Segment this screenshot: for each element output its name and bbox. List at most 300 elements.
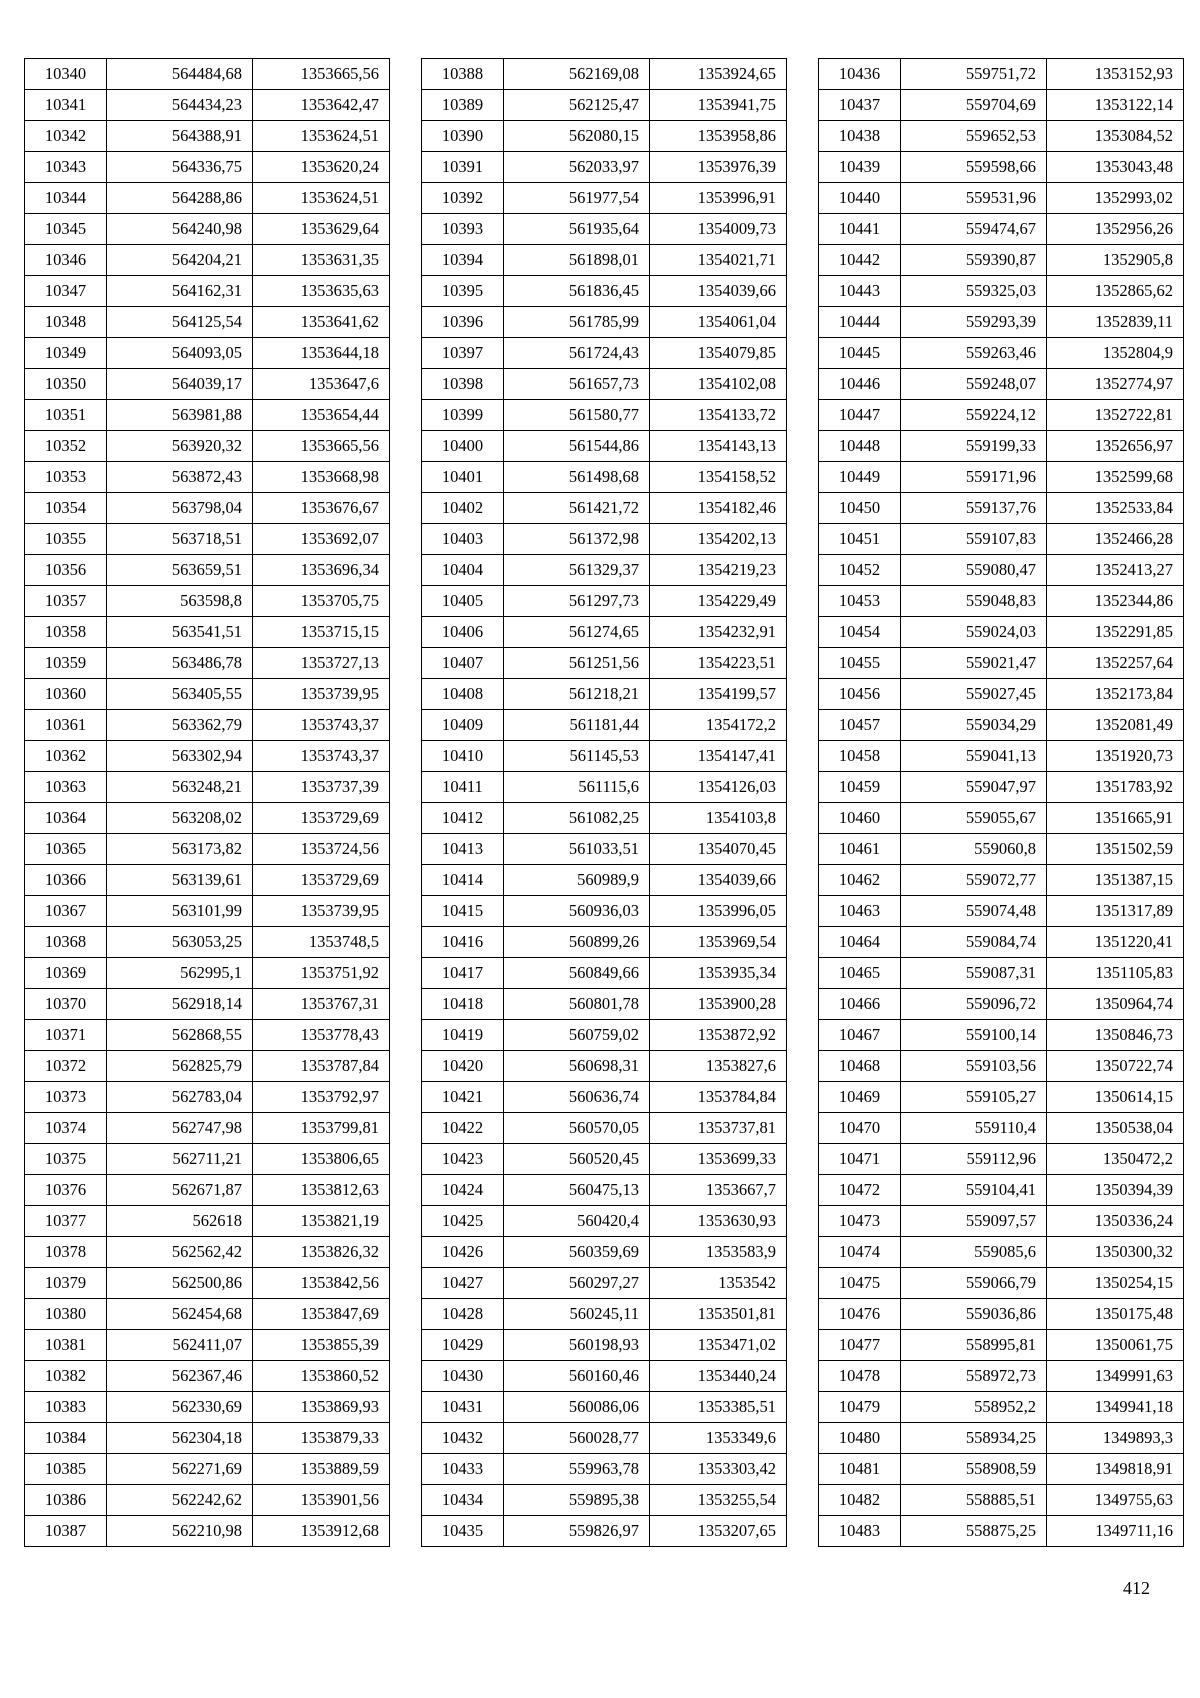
x-coordinate-cell: 560636,74	[504, 1082, 650, 1113]
y-coordinate-cell: 1353860,52	[253, 1361, 390, 1392]
table-row	[819, 958, 1184, 989]
x-coordinate-cell: 563920,32	[107, 431, 253, 462]
y-coordinate-cell: 1353667,7	[650, 1175, 787, 1206]
point-number-cell: 10380	[25, 1299, 107, 1330]
table-row	[819, 121, 1184, 152]
table-row	[25, 1485, 390, 1516]
x-coordinate-cell: 559055,67	[901, 803, 1047, 834]
table-row	[25, 865, 390, 896]
y-coordinate-cell: 1353699,33	[650, 1144, 787, 1175]
x-coordinate-cell: 561580,77	[504, 400, 650, 431]
y-coordinate-cell: 1350472,2	[1047, 1144, 1184, 1175]
table-row	[819, 1206, 1184, 1237]
y-coordinate-cell: 1354223,51	[650, 648, 787, 679]
point-number-cell: 10407	[422, 648, 504, 679]
point-number-cell: 10383	[25, 1392, 107, 1423]
y-coordinate-cell: 1349991,63	[1047, 1361, 1184, 1392]
point-number-cell: 10422	[422, 1113, 504, 1144]
table-row	[819, 1144, 1184, 1175]
point-number-cell: 10355	[25, 524, 107, 555]
point-number-cell: 10372	[25, 1051, 107, 1082]
point-number-cell: 10375	[25, 1144, 107, 1175]
x-coordinate-cell: 561115,6	[504, 772, 650, 803]
point-number-cell: 10346	[25, 245, 107, 276]
x-coordinate-cell: 560849,66	[504, 958, 650, 989]
y-coordinate-cell: 1350300,32	[1047, 1237, 1184, 1268]
point-number-cell: 10362	[25, 741, 107, 772]
table-row	[25, 493, 390, 524]
point-number-cell: 10391	[422, 152, 504, 183]
y-coordinate-cell: 1353806,65	[253, 1144, 390, 1175]
x-coordinate-cell: 559531,96	[901, 183, 1047, 214]
point-number-cell: 10445	[819, 338, 901, 369]
table-row	[422, 586, 787, 617]
table-row	[819, 462, 1184, 493]
table-row	[819, 400, 1184, 431]
point-number-cell: 10458	[819, 741, 901, 772]
point-number-cell: 10442	[819, 245, 901, 276]
x-coordinate-cell: 559293,39	[901, 307, 1047, 338]
table-row	[422, 1516, 787, 1547]
point-number-cell: 10427	[422, 1268, 504, 1299]
table-row	[422, 1423, 787, 1454]
table-row	[422, 431, 787, 462]
x-coordinate-cell: 560160,46	[504, 1361, 650, 1392]
x-coordinate-cell: 561372,98	[504, 524, 650, 555]
x-coordinate-cell: 559963,78	[504, 1454, 650, 1485]
x-coordinate-cell: 561274,65	[504, 617, 650, 648]
y-coordinate-cell: 1353739,95	[253, 896, 390, 927]
x-coordinate-cell: 561297,73	[504, 586, 650, 617]
table-row	[819, 865, 1184, 896]
point-number-cell: 10404	[422, 555, 504, 586]
table-row	[422, 1113, 787, 1144]
y-coordinate-cell: 1353799,81	[253, 1113, 390, 1144]
point-number-cell: 10357	[25, 586, 107, 617]
table-row	[25, 462, 390, 493]
y-coordinate-cell: 1351920,73	[1047, 741, 1184, 772]
x-coordinate-cell: 558934,25	[901, 1423, 1047, 1454]
y-coordinate-cell: 1354021,71	[650, 245, 787, 276]
y-coordinate-cell: 1354182,46	[650, 493, 787, 524]
point-number-cell: 10474	[819, 1237, 901, 1268]
table-row	[25, 1330, 390, 1361]
point-number-cell: 10473	[819, 1206, 901, 1237]
table-row	[25, 59, 390, 90]
x-coordinate-cell: 560570,05	[504, 1113, 650, 1144]
point-number-cell: 10459	[819, 772, 901, 803]
table-row	[25, 648, 390, 679]
x-coordinate-cell: 559895,38	[504, 1485, 650, 1516]
point-number-cell: 10481	[819, 1454, 901, 1485]
y-coordinate-cell: 1354079,85	[650, 338, 787, 369]
y-coordinate-cell: 1349941,18	[1047, 1392, 1184, 1423]
table-row	[25, 183, 390, 214]
point-number-cell: 10411	[422, 772, 504, 803]
point-number-cell: 10463	[819, 896, 901, 927]
y-coordinate-cell: 1353705,75	[253, 586, 390, 617]
table-row	[25, 121, 390, 152]
y-coordinate-cell: 1353349,6	[650, 1423, 787, 1454]
y-coordinate-cell: 1353696,34	[253, 555, 390, 586]
y-coordinate-cell: 1351502,59	[1047, 834, 1184, 865]
x-coordinate-cell: 563053,25	[107, 927, 253, 958]
x-coordinate-cell: 559072,77	[901, 865, 1047, 896]
table-row	[819, 276, 1184, 307]
point-number-cell: 10368	[25, 927, 107, 958]
table-row	[819, 1361, 1184, 1392]
coordinate-table-3	[818, 58, 1184, 1547]
y-coordinate-cell: 1351317,89	[1047, 896, 1184, 927]
point-number-cell: 10421	[422, 1082, 504, 1113]
x-coordinate-cell: 560475,13	[504, 1175, 650, 1206]
y-coordinate-cell: 1352257,64	[1047, 648, 1184, 679]
x-coordinate-cell: 559021,47	[901, 648, 1047, 679]
point-number-cell: 10434	[422, 1485, 504, 1516]
table-row	[25, 710, 390, 741]
x-coordinate-cell: 561145,53	[504, 741, 650, 772]
table-row	[819, 245, 1184, 276]
x-coordinate-cell: 561898,01	[504, 245, 650, 276]
y-coordinate-cell: 1353724,56	[253, 834, 390, 865]
table-row	[819, 1082, 1184, 1113]
x-coordinate-cell: 559080,47	[901, 555, 1047, 586]
point-number-cell: 10468	[819, 1051, 901, 1082]
y-coordinate-cell: 1350175,48	[1047, 1299, 1184, 1330]
point-number-cell: 10386	[25, 1485, 107, 1516]
table-row	[819, 1392, 1184, 1423]
x-coordinate-cell: 563405,55	[107, 679, 253, 710]
y-coordinate-cell: 1353976,39	[650, 152, 787, 183]
table-row	[422, 1144, 787, 1175]
table-row	[25, 1299, 390, 1330]
table-row	[25, 1206, 390, 1237]
y-coordinate-cell: 1349818,91	[1047, 1454, 1184, 1485]
point-number-cell: 10341	[25, 90, 107, 121]
x-coordinate-cell: 562330,69	[107, 1392, 253, 1423]
y-coordinate-cell: 1353641,62	[253, 307, 390, 338]
y-coordinate-cell: 1354039,66	[650, 865, 787, 896]
point-number-cell: 10461	[819, 834, 901, 865]
point-number-cell: 10432	[422, 1423, 504, 1454]
table-row	[819, 896, 1184, 927]
x-coordinate-cell: 559060,8	[901, 834, 1047, 865]
point-number-cell: 10370	[25, 989, 107, 1020]
point-number-cell: 10377	[25, 1206, 107, 1237]
x-coordinate-cell: 564039,17	[107, 369, 253, 400]
table-row	[25, 803, 390, 834]
x-coordinate-cell: 558995,81	[901, 1330, 1047, 1361]
x-coordinate-cell: 558952,2	[901, 1392, 1047, 1423]
y-coordinate-cell: 1353303,42	[650, 1454, 787, 1485]
point-number-cell: 10358	[25, 617, 107, 648]
y-coordinate-cell: 1353889,59	[253, 1454, 390, 1485]
y-coordinate-cell: 1352774,97	[1047, 369, 1184, 400]
point-number-cell: 10457	[819, 710, 901, 741]
table-row	[819, 1330, 1184, 1361]
x-coordinate-cell: 561785,99	[504, 307, 650, 338]
y-coordinate-cell: 1353872,92	[650, 1020, 787, 1051]
point-number-cell: 10480	[819, 1423, 901, 1454]
table-row	[422, 741, 787, 772]
x-coordinate-cell: 559474,67	[901, 214, 1047, 245]
table-row	[819, 338, 1184, 369]
x-coordinate-cell: 564336,75	[107, 152, 253, 183]
table-row	[819, 431, 1184, 462]
y-coordinate-cell: 1353879,33	[253, 1423, 390, 1454]
x-coordinate-cell: 563486,78	[107, 648, 253, 679]
table-row	[25, 214, 390, 245]
x-coordinate-cell: 562562,42	[107, 1237, 253, 1268]
table-row	[819, 834, 1184, 865]
x-coordinate-cell: 561836,45	[504, 276, 650, 307]
y-coordinate-cell: 1353624,51	[253, 183, 390, 214]
point-number-cell: 10398	[422, 369, 504, 400]
table-row	[422, 1299, 787, 1330]
point-number-cell: 10385	[25, 1454, 107, 1485]
y-coordinate-cell: 1353958,86	[650, 121, 787, 152]
y-coordinate-cell: 1353787,84	[253, 1051, 390, 1082]
point-number-cell: 10414	[422, 865, 504, 896]
y-coordinate-cell: 1353729,69	[253, 803, 390, 834]
table-row	[25, 617, 390, 648]
x-coordinate-cell: 558972,73	[901, 1361, 1047, 1392]
table-row	[819, 927, 1184, 958]
x-coordinate-cell: 562033,97	[504, 152, 650, 183]
point-number-cell: 10413	[422, 834, 504, 865]
coordinate-table-2	[421, 58, 787, 1547]
point-number-cell: 10390	[422, 121, 504, 152]
point-number-cell: 10420	[422, 1051, 504, 1082]
x-coordinate-cell: 560801,78	[504, 989, 650, 1020]
point-number-cell: 10429	[422, 1330, 504, 1361]
y-coordinate-cell: 1351665,91	[1047, 803, 1184, 834]
x-coordinate-cell: 562825,79	[107, 1051, 253, 1082]
x-coordinate-cell: 561498,68	[504, 462, 650, 493]
y-coordinate-cell: 1351387,15	[1047, 865, 1184, 896]
y-coordinate-cell: 1353440,24	[650, 1361, 787, 1392]
table-row	[422, 1020, 787, 1051]
y-coordinate-cell: 1353901,56	[253, 1485, 390, 1516]
y-coordinate-cell: 1353900,28	[650, 989, 787, 1020]
y-coordinate-cell: 1353935,34	[650, 958, 787, 989]
point-number-cell: 10397	[422, 338, 504, 369]
x-coordinate-cell: 559826,97	[504, 1516, 650, 1547]
x-coordinate-cell: 564240,98	[107, 214, 253, 245]
y-coordinate-cell: 1354229,49	[650, 586, 787, 617]
y-coordinate-cell: 1353583,9	[650, 1237, 787, 1268]
y-coordinate-cell: 1353620,24	[253, 152, 390, 183]
y-coordinate-cell: 1353869,93	[253, 1392, 390, 1423]
x-coordinate-cell: 559224,12	[901, 400, 1047, 431]
table-row	[422, 524, 787, 555]
point-number-cell: 10452	[819, 555, 901, 586]
point-number-cell: 10408	[422, 679, 504, 710]
y-coordinate-cell: 1351783,92	[1047, 772, 1184, 803]
y-coordinate-cell: 1353385,51	[650, 1392, 787, 1423]
table-row	[25, 307, 390, 338]
point-number-cell: 10403	[422, 524, 504, 555]
table-row	[819, 369, 1184, 400]
y-coordinate-cell: 1353501,81	[650, 1299, 787, 1330]
x-coordinate-cell: 560989,9	[504, 865, 650, 896]
x-coordinate-cell: 560759,02	[504, 1020, 650, 1051]
y-coordinate-cell: 1352081,49	[1047, 710, 1184, 741]
point-number-cell: 10387	[25, 1516, 107, 1547]
y-coordinate-cell: 1352413,27	[1047, 555, 1184, 586]
y-coordinate-cell: 1350394,39	[1047, 1175, 1184, 1206]
point-number-cell: 10365	[25, 834, 107, 865]
table-row	[25, 958, 390, 989]
y-coordinate-cell: 1353737,39	[253, 772, 390, 803]
table-row	[422, 152, 787, 183]
table-row	[422, 462, 787, 493]
table-row	[25, 586, 390, 617]
y-coordinate-cell: 1350336,24	[1047, 1206, 1184, 1237]
table-row	[422, 772, 787, 803]
y-coordinate-cell: 1354147,41	[650, 741, 787, 772]
table-row	[422, 338, 787, 369]
point-number-cell: 10388	[422, 59, 504, 90]
x-coordinate-cell: 562995,1	[107, 958, 253, 989]
x-coordinate-cell: 561181,44	[504, 710, 650, 741]
y-coordinate-cell: 1353842,56	[253, 1268, 390, 1299]
y-coordinate-cell: 1353043,48	[1047, 152, 1184, 183]
x-coordinate-cell: 559074,48	[901, 896, 1047, 927]
x-coordinate-cell: 564484,68	[107, 59, 253, 90]
x-coordinate-cell: 560297,27	[504, 1268, 650, 1299]
point-number-cell: 10382	[25, 1361, 107, 1392]
table-row	[25, 338, 390, 369]
table-row	[422, 1268, 787, 1299]
y-coordinate-cell: 1353792,97	[253, 1082, 390, 1113]
x-coordinate-cell: 559097,57	[901, 1206, 1047, 1237]
x-coordinate-cell: 559087,31	[901, 958, 1047, 989]
point-number-cell: 10343	[25, 152, 107, 183]
y-coordinate-cell: 1353751,92	[253, 958, 390, 989]
point-number-cell: 10399	[422, 400, 504, 431]
x-coordinate-cell: 559263,46	[901, 338, 1047, 369]
point-number-cell: 10467	[819, 1020, 901, 1051]
table-row	[25, 1268, 390, 1299]
x-coordinate-cell: 560420,4	[504, 1206, 650, 1237]
x-coordinate-cell: 559103,56	[901, 1051, 1047, 1082]
point-number-cell: 10433	[422, 1454, 504, 1485]
table-row	[422, 927, 787, 958]
table-row	[25, 400, 390, 431]
point-number-cell: 10356	[25, 555, 107, 586]
table-row	[25, 1516, 390, 1547]
x-coordinate-cell: 562868,55	[107, 1020, 253, 1051]
x-coordinate-cell: 564093,05	[107, 338, 253, 369]
y-coordinate-cell: 1353624,51	[253, 121, 390, 152]
table-row	[422, 1237, 787, 1268]
table-row	[819, 1268, 1184, 1299]
x-coordinate-cell: 562918,14	[107, 989, 253, 1020]
point-number-cell: 10374	[25, 1113, 107, 1144]
point-number-cell: 10342	[25, 121, 107, 152]
y-coordinate-cell: 1353941,75	[650, 90, 787, 121]
table-row	[422, 400, 787, 431]
x-coordinate-cell: 559751,72	[901, 59, 1047, 90]
table-row	[422, 648, 787, 679]
y-coordinate-cell: 1353784,84	[650, 1082, 787, 1113]
table-row	[819, 617, 1184, 648]
y-coordinate-cell: 1353812,63	[253, 1175, 390, 1206]
x-coordinate-cell: 562618	[107, 1206, 253, 1237]
table-row	[819, 710, 1184, 741]
point-number-cell: 10363	[25, 772, 107, 803]
point-number-cell: 10350	[25, 369, 107, 400]
x-coordinate-cell: 558885,51	[901, 1485, 1047, 1516]
y-coordinate-cell: 1349711,16	[1047, 1516, 1184, 1547]
y-coordinate-cell: 1351220,41	[1047, 927, 1184, 958]
point-number-cell: 10462	[819, 865, 901, 896]
y-coordinate-cell: 1354158,52	[650, 462, 787, 493]
y-coordinate-cell: 1352865,62	[1047, 276, 1184, 307]
x-coordinate-cell: 560698,31	[504, 1051, 650, 1082]
y-coordinate-cell: 1354039,66	[650, 276, 787, 307]
point-number-cell: 10419	[422, 1020, 504, 1051]
point-number-cell: 10423	[422, 1144, 504, 1175]
x-coordinate-cell: 563101,99	[107, 896, 253, 927]
point-number-cell: 10412	[422, 803, 504, 834]
point-number-cell: 10361	[25, 710, 107, 741]
y-coordinate-cell: 1353668,98	[253, 462, 390, 493]
y-coordinate-cell: 1350722,74	[1047, 1051, 1184, 1082]
y-coordinate-cell: 1352905,8	[1047, 245, 1184, 276]
x-coordinate-cell: 559048,83	[901, 586, 1047, 617]
y-coordinate-cell: 1353647,6	[253, 369, 390, 400]
point-number-cell: 10472	[819, 1175, 901, 1206]
x-coordinate-cell: 563208,02	[107, 803, 253, 834]
point-number-cell: 10483	[819, 1516, 901, 1547]
point-number-cell: 10450	[819, 493, 901, 524]
point-number-cell: 10455	[819, 648, 901, 679]
point-number-cell: 10416	[422, 927, 504, 958]
x-coordinate-cell: 561657,73	[504, 369, 650, 400]
x-coordinate-cell: 559085,6	[901, 1237, 1047, 1268]
table-row	[819, 1237, 1184, 1268]
y-coordinate-cell: 1353665,56	[253, 59, 390, 90]
x-coordinate-cell: 561935,64	[504, 214, 650, 245]
y-coordinate-cell: 1350614,15	[1047, 1082, 1184, 1113]
y-coordinate-cell: 1352804,9	[1047, 338, 1184, 369]
point-number-cell: 10405	[422, 586, 504, 617]
x-coordinate-cell: 559034,29	[901, 710, 1047, 741]
x-coordinate-cell: 561544,86	[504, 431, 650, 462]
x-coordinate-cell: 561329,37	[504, 555, 650, 586]
point-number-cell: 10406	[422, 617, 504, 648]
x-coordinate-cell: 559027,45	[901, 679, 1047, 710]
point-number-cell: 10394	[422, 245, 504, 276]
x-coordinate-cell: 559024,03	[901, 617, 1047, 648]
x-coordinate-cell: 559199,33	[901, 431, 1047, 462]
x-coordinate-cell: 563981,88	[107, 400, 253, 431]
y-coordinate-cell: 1353676,67	[253, 493, 390, 524]
x-coordinate-cell: 559036,86	[901, 1299, 1047, 1330]
table-row	[422, 1454, 787, 1485]
y-coordinate-cell: 1352533,84	[1047, 493, 1184, 524]
table-row	[25, 741, 390, 772]
table-row	[422, 710, 787, 741]
x-coordinate-cell: 562411,07	[107, 1330, 253, 1361]
point-number-cell: 10471	[819, 1144, 901, 1175]
x-coordinate-cell: 563659,51	[107, 555, 253, 586]
point-number-cell: 10425	[422, 1206, 504, 1237]
y-coordinate-cell: 1354103,8	[650, 803, 787, 834]
x-coordinate-cell: 561724,43	[504, 338, 650, 369]
